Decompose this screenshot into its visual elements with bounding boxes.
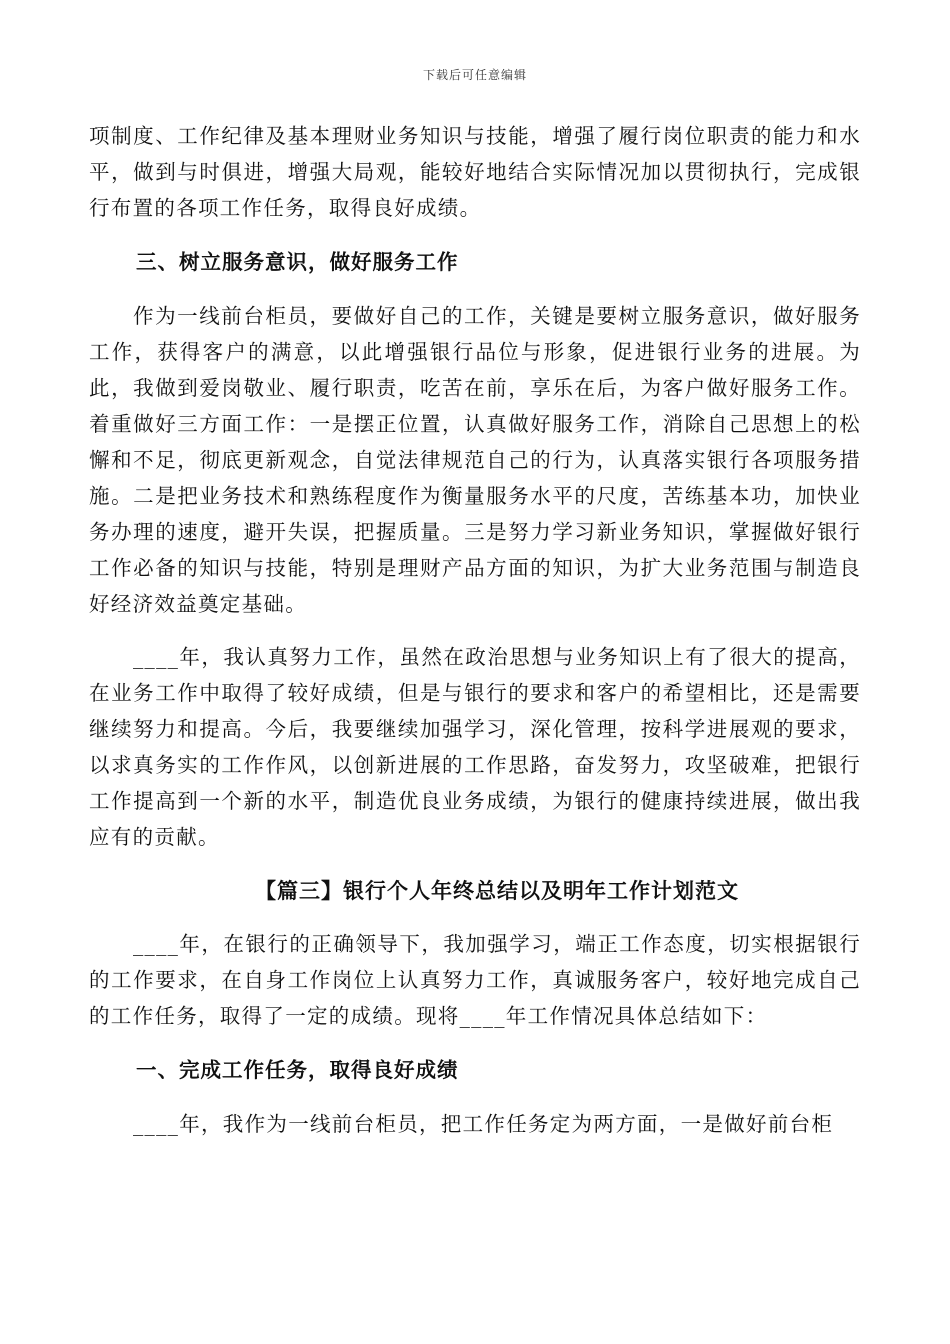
section-heading-tasks: 一、完成工作任务，取得良好成绩 <box>136 1058 459 1082</box>
paragraph-intro: ____年，在银行的正确领导下，我加强学习，端正工作态度，切实根据银行的工作要求，在自身工作岗位上认真努力工作，真诚服务客户，较好地完成自己的工作任务，取得了一定的成绩。现将____年工作情况具体总结如下： <box>89 932 861 1028</box>
document-body <box>89 118 861 1142</box>
section-heading-service: 三、树立服务意识，做好服务工作 <box>136 250 459 274</box>
chapter-title: 【篇三】银行个人年终总结以及明年工作计划范文 <box>255 878 739 903</box>
paragraph-outlook: ____年，我认真努力工作，虽然在政治思想与业务知识上有了很大的提高，在业务工作中取得了较好成绩，但是与银行的要求和客户的希望相比，还是需要继续努力和提高。今后，我要继续加强学习，深化管理，按科学进展观的要求，以求真务实的工作作风，以创新进展的工作思路，奋发努力，攻坚破难，把银行工作提高到一个新的水平，制造优良业务成绩，为银行的健康持续进展，做出我应有的贡献。 <box>89 645 861 849</box>
paragraph-continuation: 项制度、工作纪律及基本理财业务知识与技能，增强了履行岗位职责的能力和水平，做到与时俱进，增强大局观，能较好地结合实际情况加以贯彻执行，完成银行布置的各项工作任务，取得良好成绩。 <box>89 124 861 220</box>
paragraph-tasks: ____年，我作为一线前台柜员，把工作任务定为两方面，一是做好前台柜 <box>133 1112 834 1136</box>
page-header: 下载后可任意编辑 <box>422 68 527 82</box>
paragraph-service: 作为一线前台柜员，要做好自己的工作，关键是要树立服务意识，做好服务工作，获得客户的满意，以此增强银行品位与形象，促进银行业务的进展。为此，我做到爱岗敬业、履行职责，吃苦在前，享乐在后，为客户做好服务工作。着重做好三方面工作：一是摆正位置，认真做好服务工作，消除自己思想上的松懈和不足，彻底更新观念，自觉法律规范自己的行为，认真落实银行各项服务措施。二是把业务技术和熟练程度作为衡量服务水平的尺度，苦练基本功，加快业务办理的速度，避开失误，把握质量。三是努力学习新业务知识，掌握做好银行工作必备的知识与技能，特别是理财产品方面的知识，为扩大业务范围与制造良好经济效益奠定基础。 <box>89 304 861 616</box>
